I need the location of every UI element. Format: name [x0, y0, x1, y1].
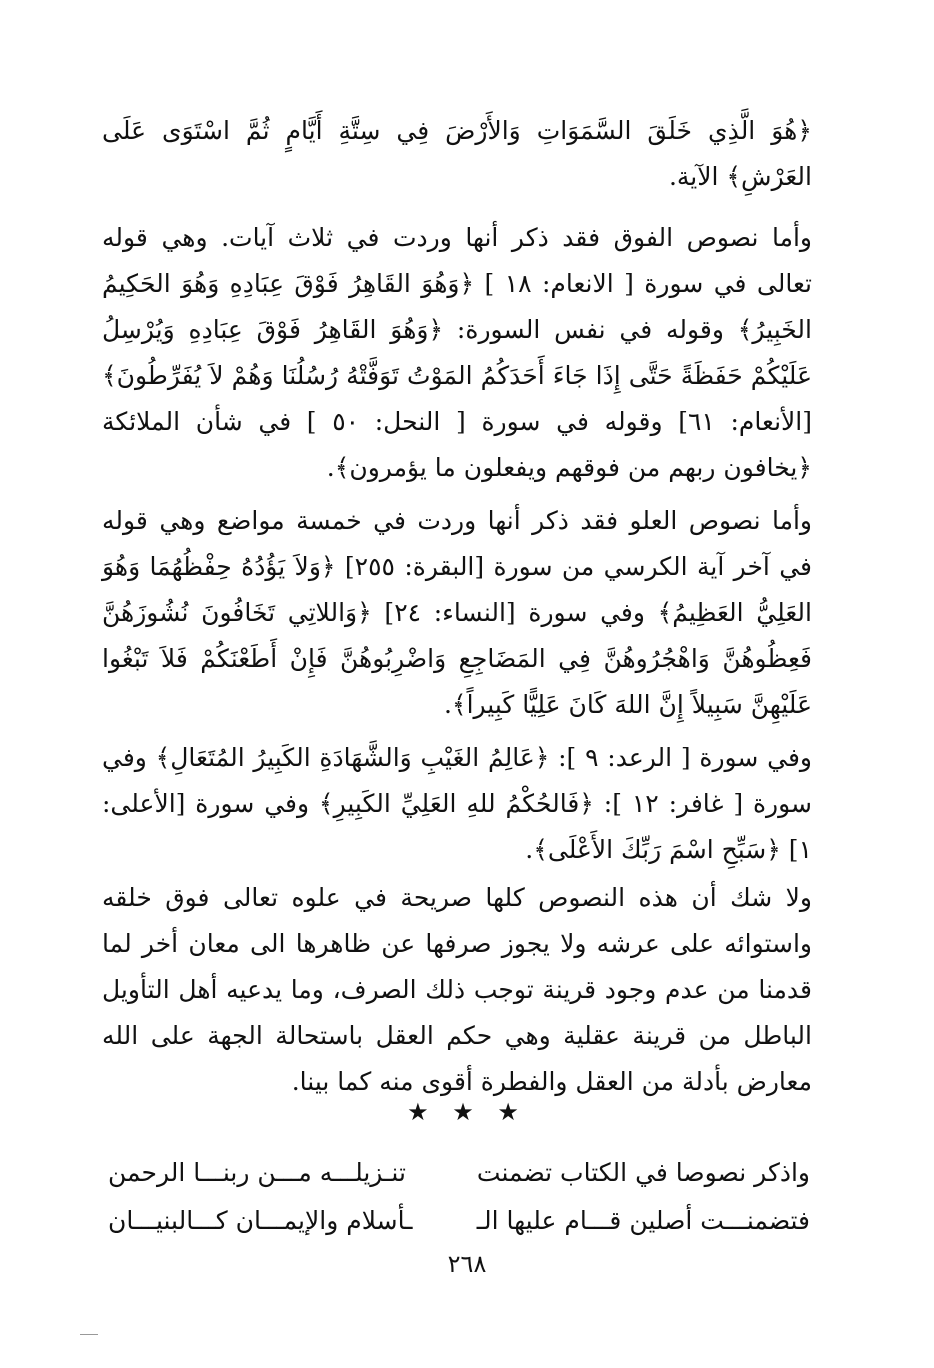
paragraph-uluw-texts: وأما نصوص العلو فقد ذكر أنها وردت في خمسة مواضع وهي قوله في آخر آية الكرسي من سورة [البقرة: ٢٥٥] ﴿وَلاَ يَؤُدُهُ حِفْظُهُمَا وَهُوَ العَلِيُّ العَظِيمُ﴾ وفي سورة [النساء: ٢٤] ﴿وَاللاتِي تَخَافُونَ نُشُوزَهُنَّ فَعِظُوهُنَّ وَاهْجُرُوهُنَّ فِي المَضَاجِعِ وَاضْرِبُوهُنَّ فَإِنْ أَطَعْنَكُمْ فَلاَ تَبْغُوا عَلَيْهِنَّ سَبِيلاً إِنَّ اللهَ كَانَ عَلِيًّا كَبِيراً﴾. — [102, 506, 812, 719]
poem-line1-second-hemistich: تنـزيلـــه مـــن ربنـــا الرحمن — [108, 1158, 406, 1187]
paragraph-verse-istiwa: ﴿هُوَ الَّذِي خَلَقَ السَّمَوَاتِ وَالأَرْضَ فِي سِتَّةِ أَيَّامٍ ثُمَّ اسْتَوَى عَلَى العَرْشِ﴾ الآية. — [102, 116, 812, 191]
poem-block — [108, 1150, 810, 1250]
page-number: ٢٦٨ — [447, 1250, 487, 1278]
poem-line2-second-hemistich: ـأسلام والإيمـــان كـــالبنيـــان — [108, 1206, 413, 1235]
scan-mark — [80, 1334, 98, 1335]
paragraph-conclusion: ولا شك أن هذه النصوص كلها صريحة في علوه تعالى فوق خلقه واستوائه على عرشه ولا يجوز صرفها عن ظاهرها الى معان أخر لما قدمنا من عدم وجود قرينة توجب ذلك الصرف، وما يدعيه أهل التأويل الباطل من قرينة عقلية وهي حكم العقل باستحالة الجهة على الله معارض بأدلة من العقل والفطرة أقوى منه كما بينا. — [102, 883, 812, 1096]
poem-line1-first-hemistich: واذكر نصوصا في الكتاب تضمنت — [476, 1158, 810, 1187]
poem-line2-first-hemistich: فتضمنـــت أصلين قـــام عليها الـ — [476, 1206, 810, 1235]
paragraph-more-surahs: وفي سورة [ الرعد: ٩ ]: ﴿عَالِمُ الغَيْبِ وَالشَّهَادَةِ الكَبِيرُ المُتَعَالِ﴾ وفي سورة [ غافر: ١٢ ]: ﴿فَالحُكْمُ للهِ العَلِيِّ الكَبِيرِ﴾ وفي سورة [الأعلى: ١] ﴿سَبِّحِ اسْمَ رَبِّكَ الأَعْلَى﴾. — [102, 743, 812, 864]
section-separator: ★ ★ ★ — [407, 1098, 527, 1126]
paragraph-fawq-texts: وأما نصوص الفوق فقد ذكر أنها وردت في ثلاث آيات. وهي قوله تعالى في سورة [ الانعام: ١٨ ] ﴿وَهُوَ القَاهِرُ فَوْقَ عِبَادِهِ وَهُوَ الحَكِيمُ الخَبِيرُ﴾ وقوله في نفس السورة: ﴿وَهُوَ القَاهِرُ فَوْقَ عِبَادِهِ وَيُرْسِلُ عَلَيْكُمْ حَفَظَةً حَتَّى إِذَا جَاءَ أَحَدَكُمُ المَوْتُ تَوَفَّتْهُ رُسُلُنَا وَهُمْ لاَ يُفَرِّطُونَ﴾ [الأنعام: ٦١] وقوله في سورة [ النحل: ٥٠ ] في شأن الملائكة ﴿يخافون ربهم من فوقهم ويفعلون ما يؤمرون﴾. — [102, 223, 813, 482]
